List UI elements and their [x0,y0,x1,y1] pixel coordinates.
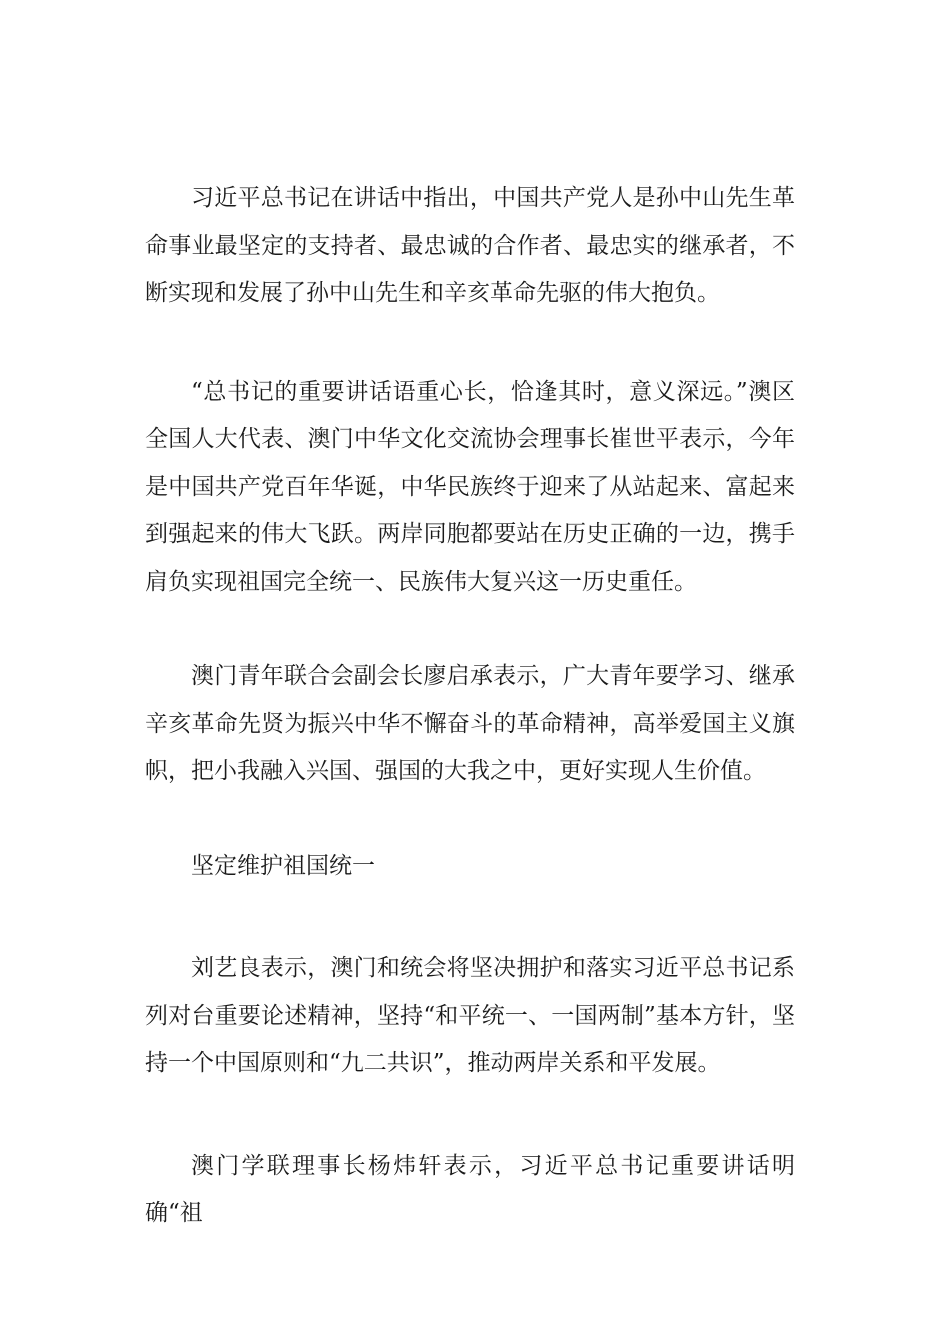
paragraph-cui-shiping: “总书记的重要讲话语重心长，恰逢其时，意义深远。”澳区全国人大代表、澳门中华文化交流协会理事长崔世平表示，今年是中国共产党百年华诞，中华民族终于迎来了从站起来、富起来到强起来的伟大飞跃。两岸同胞都要站在历史正确的一边，携手肩负实现祖国完全统一、民族伟大复兴这一历史重任。 [145,378,795,595]
section-heading: 坚定维护祖国统一 [191,852,375,879]
document-body [145,175,795,1238]
paragraph-liu-yiliang: 刘艺良表示，澳门和统会将坚决拥护和落实习近平总书记系列对台重要论述精神，坚持“和平统一、一国两制”基本方针，坚持一个中国原则和“九二共识”，推动两岸关系和平发展。 [145,955,795,1076]
paragraph-yang-weixuan: 澳门学联理事长杨炜轩表示，习近平总书记重要讲话明确“祖 [145,1152,795,1226]
paragraph-liao-qicheng: 澳门青年联合会副会长廖启承表示，广大青年要学习、继承辛亥革命先贤为振兴中华不懈奋斗的革命精神，高举爱国主义旗帜，把小我融入兴国、强国的大我之中，更好实现人生价值。 [145,663,795,784]
paragraph-xi-speech: 习近平总书记在讲话中指出，中国共产党人是孙中山先生革命事业最坚定的支持者、最忠诚的合作者、最忠实的继承者，不断实现和发展了孙中山先生和辛亥革命先驱的伟大抱负。 [145,185,795,306]
